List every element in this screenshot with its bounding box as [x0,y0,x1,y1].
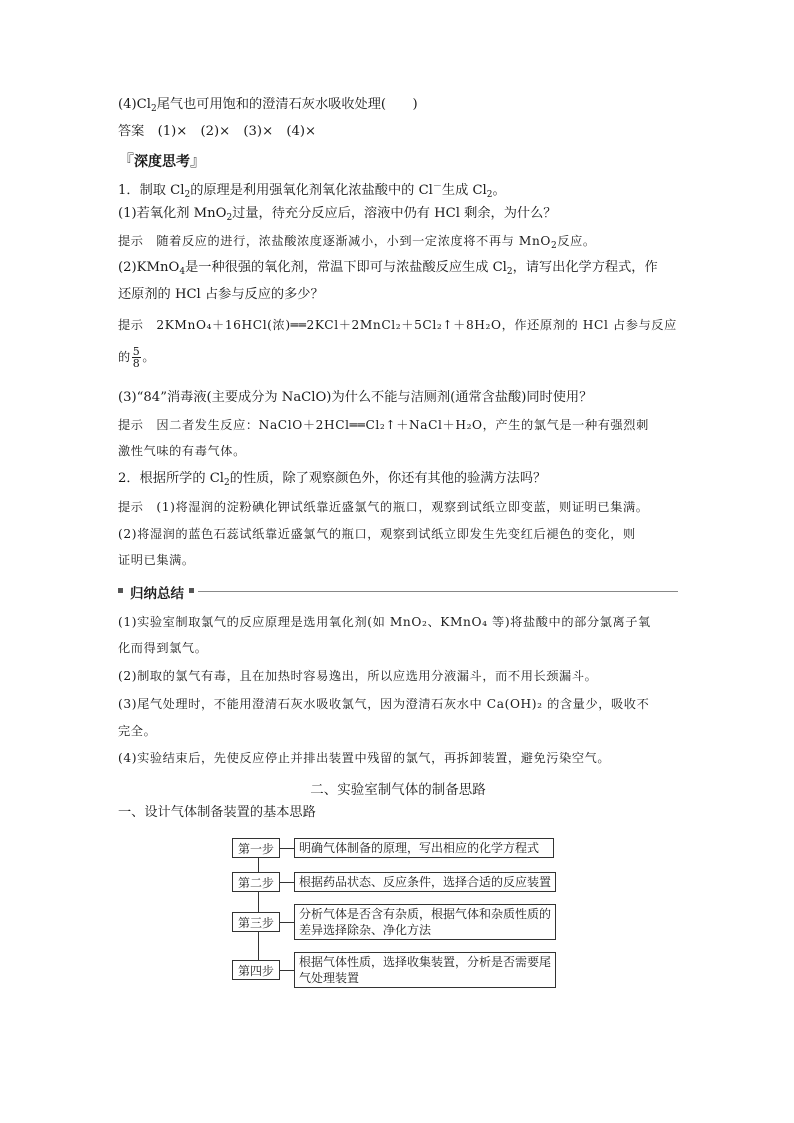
answer-text: (1)× (2)× (3)× (4)× [157,124,317,139]
deep-thinking-heading [118,148,206,171]
q1-p1-b: 过量，待充分反应后，溶液中仍有 HCl 剩余，为什么？ [232,206,557,221]
q1-p2-sub2: 2 [506,267,513,277]
step-2-box: 第二步 [232,872,280,892]
q1-p1-hint-b: 反应。 [557,234,596,248]
summary-item-4: (4)实验结束后，先使反应停止并排出装置中残留的氯气，再拆卸装置，避免污染空气。 [118,751,611,765]
step-connector [280,882,294,883]
step-2-desc: 根据药品状态、反应条件，选择合适的反应装置 [294,872,556,892]
q1-p2-a: (2)KMnO [118,260,180,275]
q1-sub-a: 2 [184,190,191,200]
subsection-title: 一、设计气体制备装置的基本思路 [118,805,316,820]
q2-hint1-text: (1)将湿润的淀粉碘化钾试纸靠近盛氯气的瓶口，观察到试纸立即变蓝，则证明已集满。 [156,500,649,514]
q1-stem-d: 。 [492,183,506,198]
q1-sub-b: 2 [486,190,493,200]
q4-text: 尾气也可用饱和的澄清石灰水吸收处理( ) [156,97,418,112]
step-3-desc: 分析气体是否含有杂质，根据气体和杂质性质的差异选择除杂、净化方法 [294,904,556,940]
q2-stem-a: 2．根据所学的 Cl [118,471,225,486]
hint-label: 提示 [118,234,144,248]
flow-diagram [232,836,562,986]
q1-p3-hint: 因二者发生反应：NaClO＋2HCl══Cl₂↑＋NaCl＋H₂O，产生的氯气是一种有强烈刺 [156,418,649,432]
step-connector [280,848,294,849]
summary-title: 归纳总结 [130,586,184,602]
step-connector [280,970,294,971]
corner-bracket-left-icon: 『 [118,151,135,170]
fraction-numerator: 5 [132,345,141,358]
deep-thinking-title: 深度思考 [134,154,191,170]
q1-p2-c: ，请写出化学方程式，作 [512,260,658,275]
summary-item-3: (3)尾气处理时，不能用澄清石灰水吸收氯气，因为澄清石灰水中 Ca(OH)₂ 的含量少，吸收不 [118,697,650,711]
q1-part1 [118,205,557,227]
step-4-desc: 根据气体性质，选择收集装置，分析是否需要尾气处理装置 [294,952,556,988]
summary-item-1-line2: 化而得到氯气。 [118,641,208,655]
section-title: 二、实验室制气体的制备思路 [310,782,486,798]
q1-p2-equation: 2KMnO₄＋16HCl(浓)══2KCl＋2MnCl₂＋5Cl₂↑＋8H₂O，作还原剂的 HCl 占参与反应 [156,318,677,332]
hint-label: 提示 [118,500,144,514]
q1-p1-hint-a: 随着反应的进行，浓盐酸浓度逐渐减小，小到一定浓度将不再与 MnO [156,234,552,248]
q1-part2-hint-line2 [118,344,155,370]
answer-label: 答案 [118,124,145,139]
q2-hint1 [118,498,649,516]
step-connector [280,922,294,923]
q1-part3-hint [118,416,649,434]
q1-part3-hint-line2: 激性气味的有毒气体。 [118,444,246,458]
question-4 [118,96,418,118]
q1-stem [118,178,506,204]
q2-stem-b: 的性质，除了观察颜色外，你还有其他的验满方法吗？ [229,471,547,486]
q1-part3: (3)“84”消毒液(主要成分为 NaClO)为什么不能与洁厕剂(通常含盐酸)同时使用？ [118,390,593,405]
hint-label: 提示 [118,418,144,432]
summary-header [118,582,678,600]
step-4-box: 第四步 [232,960,280,980]
step-1-desc: 明确气体制备的原理，写出相应的化学方程式 [294,838,554,858]
q1-stem-a: 1．制取 Cl [118,183,185,198]
summary-item-2: (2)制取的氯气有毒，且在加热时容易逸出，所以应选用分液漏斗，而不用长颈漏斗。 [118,669,598,683]
q1-p1-a: (1)若氧化剂 MnO [118,206,227,221]
q1-p1-hint-sub: 2 [551,241,558,251]
corner-bracket-right-icon: 』 [190,151,207,170]
q4-sub: 2 [151,104,157,114]
q1-p2-hint-2b: 。 [142,350,156,364]
summary-item-1: (1)实验室制取氯气的反应原理是选用氧化剂(如 MnO₂、KMnO₄ 等)将盐酸中的部分氯离子氧 [118,615,651,629]
square-bullet-icon [189,588,194,593]
step-1-box: 第一步 [232,838,280,858]
q4-prefix: (4)Cl [118,97,151,112]
hint-label: 提示 [118,318,144,332]
summary-item-3-line2: 完全。 [118,724,157,738]
divider [198,591,678,592]
step-3-box: 第三步 [232,912,280,932]
fraction-denominator: 8 [132,357,141,370]
q1-p2-hint-2a: 的 [118,350,131,364]
q1-p2-sub: 4 [179,267,186,277]
q1-stem-b: 的原理是利用强氧化剂氧化浓盐酸中的 Cl [190,183,433,198]
q2-sub: 2 [224,478,230,488]
q2-stem [118,470,546,492]
q1-part2-hint [118,316,677,334]
q2-hint2: (2)将湿润的蓝色石蕊试纸靠近盛氯气的瓶口，观察到试纸立即发生先变红后褪色的变化，则 [118,527,636,541]
q1-p2-b: 是一种很强的氧化剂，常温下即可与浓盐酸反应生成 Cl [185,260,507,275]
square-bullet-icon [118,588,123,593]
q1-part2-line2: 还原剂的 HCl 占参与反应的多少？ [118,287,324,302]
q1-part2 [118,259,658,281]
q1-stem-c: 生成 Cl [441,183,487,198]
fraction [132,346,142,369]
q1-p1-sub: 2 [226,213,233,223]
answer-line [118,123,316,141]
q1-sup: － [432,182,442,192]
q1-part1-hint [118,232,596,255]
q2-hint2-line2: 证明已集满。 [118,553,195,567]
